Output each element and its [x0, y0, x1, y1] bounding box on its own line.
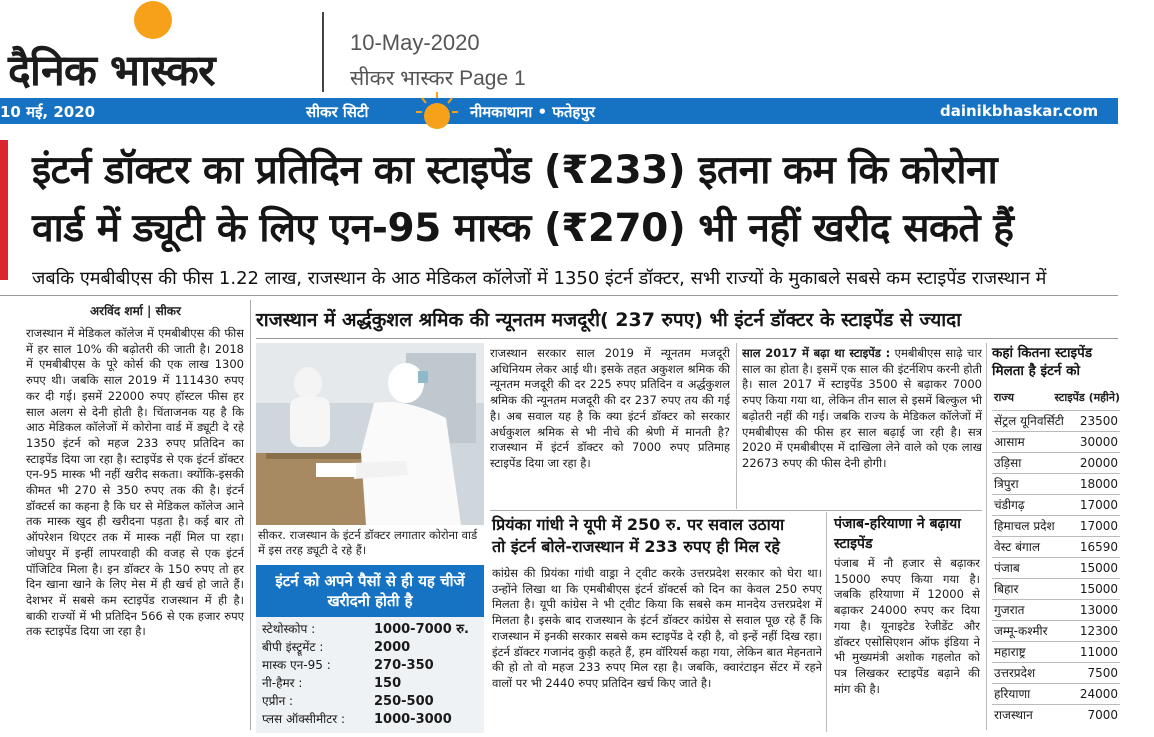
headline-line-1: इंटर्न डॉक्टर का प्रतिदिन का स्टाइपेंड (₹233) इतना कम कि कोरोना — [32, 148, 998, 193]
table-row — [992, 557, 1120, 578]
stipend-cell: 11000 — [1079, 645, 1118, 659]
stipend-cell: 17000 — [1079, 498, 1118, 512]
stipend-cell: 12300 — [1079, 624, 1118, 638]
strip-area: नीमकाथाना • फतेहपुर — [470, 103, 596, 121]
edition-page: सीकर भास्कर Page 1 — [350, 67, 526, 90]
state-cell: बिहार — [994, 582, 1019, 596]
cost-row — [262, 693, 482, 710]
priyanka-body: कांग्रेस की प्रियंका गांधी वाड्रा ने ट्वीट करके उत्तरप्रदेश सरकार को घेरा था। उन्होंने लिखा था कि एमबीबीएस इंटर्न डॉक्टर्स को दिन का केवल 250 रुपए मिलता है। यूपी कांग्रेस ने भी ट्वीट किया कि सबसे कम मानदेय उत्तरप्रदेश में मिलता है। इसके बाद राजस्थान के इंटर्न डॉक्टर कांग्रेस से सवाल पूछ रहे हैं कि राजस्थान में इनकी सरकार सबसे कम स्टाइपेंड दे रही है, वो इन्हें नहीं दिख रहा। इंटर्न डॉक्टर गजानंद कुड़ी कहते हैं, हम वॉरियर्स कहा गया, लेकिन बात मेहनताने की हो तो वो महज 233 रुपए मिल रहा है। जबकि, क्वारंटाइन सेंटर में रहने वालों पर भी 2440 रुपए प्रतिदिन खर्च किए जाते है। — [492, 566, 822, 690]
body-column-1: राजस्थान में मेडिकल कॉलेज में एमबीबीएस की फीस में हर साल 10% की बढ़ोतरी की जाती है। 2018 में एमबीबीएस के पूरे कोर्स की एक लाख 1300 रुपए थी। जबकि साल 2019 में 111430 रुपए कर दी गई। इसमें 22000 रुपए हॉस्टल फीस हर साल अलग से देनी होती है। चिंताजनक यह है कि आठ मेडिकल कॉलेजों में कोरोना वार्ड में ड्यूटी दे रहे 1350 इंटर्न को महज 233 रुपए प्रतिदिन का स्टाइपेंड दिया जा रहा है। स्टाइपेंड से एक इंटर्न डॉक्टर एन-95 मास्क भी नहीं खरीद सकता। क्योंकि-इसकी कीमत भी 270 से 350 रुपए तक की है। इंटर्न डॉक्टर्स का कहना है कि घर से मेडिकल कॉलेज आने तक मास्क खुद ही खरीदना पड़ता है। कई बार तो ऑपरेशन थिएटर तक में मास्क नहीं मिल पा रहा। जोधपुर में इन्हीं लापरवाही की वजह से एक इंटर्न पॉजिटिव मिला है। इन डॉक्टर के 150 रुपए तो हर दिन खाना खाने के लिए मेस में ही खर्च हो जाते हैं। देशभर में सबसे कम स्टाइपेंड राजस्थान में ही है। बाकी राज्यों में भी प्रतिदिन 566 से एक हजार रुपए तक स्टाइपेंड दिया जा रहा है। — [26, 326, 244, 639]
state-cell: आसाम — [994, 435, 1025, 449]
section-marker — [0, 140, 8, 280]
stipend-table-title: कहां कितना स्टाइपेंड मिलता है इंटर्न को — [992, 345, 1093, 379]
cost-row — [262, 639, 482, 656]
table-row — [992, 494, 1120, 515]
strip-site: dainikbhaskar.com — [940, 102, 1099, 120]
headline-line-2: वार्ड में ड्यूटी के लिए एन-95 मास्क (₹270) भी नहीं खरीद सकते हैं — [32, 206, 1014, 251]
state-cell: जम्मू-कश्मीर — [994, 624, 1048, 638]
cost-item: एप्रीन : — [262, 694, 294, 708]
state-cell: पंजाब — [994, 561, 1020, 575]
table-row — [992, 452, 1120, 473]
strip-city: सीकर सिटी — [306, 103, 369, 121]
cost-row — [262, 711, 482, 728]
table-row — [992, 620, 1120, 641]
state-cell: गुजरात — [994, 603, 1025, 617]
column-divider — [986, 343, 987, 730]
punjab-headline: पंजाब-हरियाणा ने बढ़ाया स्टाइपेंड — [834, 516, 961, 552]
stipend-cell: 18000 — [1079, 477, 1118, 491]
body-column-3 — [742, 346, 982, 506]
cost-value: 150 — [374, 676, 402, 691]
cost-row — [262, 657, 482, 674]
column-divider — [736, 343, 737, 509]
intern-box-title: इंटर्न को अपने पैसों से ही यह चीजें खरीदनी होती है — [256, 565, 484, 617]
state-cell: हिमाचल प्रदेश — [994, 519, 1055, 533]
stipend-cell: 30000 — [1079, 435, 1118, 449]
table-row — [992, 410, 1120, 431]
header-divider — [322, 12, 324, 92]
cost-value: 250-500 — [374, 694, 434, 709]
photo-illustration — [256, 343, 484, 525]
body-column-2: राजस्थान सरकार साल 2019 में न्यूनतम मजदूरी अधिनियम लेकर आई थी। इसके तहत अकुशल श्रमिक की न्यूनतम मजदूरी की दर 225 रुपए प्रतिदिन व अर्द्धकुशल श्रमिक की न्यूनतम मजदूरी की दर 237 रुपए तय की गई है। अब सवाल यह है कि क्या इंटर्न डॉक्टर को सरकार अर्धकुशल श्रमिक से भी नीचे की श्रेणी में मानती है? राजस्थान में इंटर्न डॉक्टर को 7000 रुपए प्रतिमाह स्टाइपेंड दिया जा रहा है। — [490, 346, 730, 470]
table-row — [992, 515, 1120, 536]
stipend-cell: 20000 — [1079, 456, 1118, 470]
cost-item: नी-हैमर : — [262, 676, 303, 690]
table-row — [992, 578, 1120, 599]
stipend-cell: 13000 — [1079, 603, 1118, 617]
stipend-cell: 7500 — [1087, 666, 1118, 680]
news-photo — [256, 343, 484, 525]
logo-sun-icon — [128, 0, 178, 45]
photo-caption: सीकर. राजस्थान के इंटर्न डॉक्टर लगातार कोरोना वार्ड में इस तरह ड्यूटी दे रहे हैं। — [258, 528, 478, 557]
cost-item: बीपी इंस्ट्रूमेंट : — [262, 640, 324, 654]
table-row — [992, 473, 1120, 494]
stipend-cell: 23500 — [1079, 414, 1118, 428]
table-row — [992, 641, 1120, 662]
divider — [490, 510, 982, 511]
state-cell: महाराष्ट्र — [994, 645, 1026, 659]
table-row — [992, 683, 1120, 704]
newspaper-logo: दैनिक भास्कर — [8, 46, 215, 96]
state-cell: त्रिपुरा — [994, 477, 1019, 491]
table-row — [992, 599, 1120, 620]
cost-value: 1000-3000 — [374, 712, 452, 727]
stipend-cell: 16590 — [1079, 540, 1118, 554]
strip-sun-icon — [414, 92, 460, 132]
col3-lead: साल 2017 में बढ़ा था स्टाइपेंड : — [742, 346, 891, 360]
state-cell: उत्तरप्रदेश — [994, 666, 1036, 680]
col3-text: एमबीबीएस साढ़े चार साल का होता है। इसमें एक साल की इंटर्नशिप करनी होती है। साल 2017 में स्टाइपेंड 3500 से बढ़ाकर 7000 रुपए किया गया था, लेकिन तीन साल से इसमें बिल्कुल भी बढ़ोतरी नहीं की गई। जबकि राज्य के मेडिकल कॉलेजों में एमबीबीएस की फीस हर साल बढ़ाई जा रही है। सत्र 2020 में एमबीबीएस में दाखिला लेने वाले को एक लाख 22673 रुपए की फीस देनी होगी। — [742, 346, 982, 470]
priyanka-headline-line-2: तो इंटर्न बोले-राजस्थान में 233 रुपए ही मिल रहे — [492, 537, 780, 556]
state-cell: सेंट्रल यूनिवर्सिटी — [994, 414, 1064, 428]
byline: अरविंद शर्मा | सीकर — [90, 304, 181, 318]
stipend-cell: 15000 — [1079, 561, 1118, 575]
cost-value: 1000-7000 रु. — [374, 622, 469, 637]
column-divider — [250, 300, 251, 730]
cost-item: मास्क एन-95 : — [262, 658, 331, 672]
stipend-cell: 24000 — [1079, 687, 1118, 701]
subhead: राजस्थान में अर्द्धकुशल श्रमिक की न्यूनतम मजदूरी( 237 रुपए) भी इंटर्न डॉक्टर के स्टाइपेंड से ज्यादा — [256, 309, 962, 331]
state-cell: हरियाणा — [994, 687, 1031, 701]
strip-date: 10 मई, 2020 — [0, 103, 96, 121]
stipend-cell: 15000 — [1079, 582, 1118, 596]
stipend-cell: 7000 — [1087, 708, 1118, 722]
divider — [0, 295, 1118, 296]
state-cell: वेस्ट बंगाल — [994, 540, 1041, 554]
cost-value: 270-350 — [374, 658, 434, 673]
edition-date: 10-May-2020 — [350, 30, 480, 55]
cost-value: 2000 — [374, 640, 411, 655]
table-row — [992, 662, 1120, 683]
cost-item: स्टेथोस्कोप : — [262, 622, 316, 636]
table-row — [992, 704, 1120, 725]
column-divider — [826, 512, 827, 732]
table-row — [992, 431, 1120, 452]
table-row — [992, 536, 1120, 557]
cost-item: प्लस ऑक्सीमीटर : — [262, 712, 346, 726]
cost-row — [262, 675, 482, 692]
stipend-table-header — [994, 390, 1120, 405]
priyanka-headline-line-1: प्रियंका गांधी ने यूपी में 250 रु. पर सवाल उठाया — [492, 515, 785, 534]
divider — [256, 338, 1118, 339]
cost-row — [262, 621, 482, 638]
state-cell: चंडीगढ़ — [994, 498, 1025, 512]
col-state-header: राज्य — [994, 391, 1015, 404]
state-cell: राजस्थान — [994, 708, 1033, 722]
priyanka-headline — [492, 514, 822, 558]
col-stipend-header: स्टाइपेंड (महीने) — [1054, 391, 1120, 404]
punjab-body: पंजाब में नौ हजार से बढ़ाकर 15000 रुपए किया गया है। जबकि हरियाणा में 12000 से बढ़ाकर 24000 रुपए कर दिया गया है। यूनाइटेड रेजीडेंट और डॉक्टर एसोसिएशन ऑफ इंडिया ने भी मुख्यमंत्री अशोक गहलोत को पत्र लिखकर स्टाइपेंड बढ़ाने की मांग की है। — [834, 556, 980, 696]
stipend-cell: 17000 — [1079, 519, 1118, 533]
state-cell: उड़िसा — [994, 456, 1022, 470]
deck-text: जबकि एमबीबीएस की फीस 1.22 लाख, राजस्थान के आठ मेडिकल कॉलेजों में 1350 इंटर्न डॉक्टर, सभी राज्यों के मुकाबले सबसे कम स्टाइपेंड राजस्थान में — [32, 268, 1047, 289]
